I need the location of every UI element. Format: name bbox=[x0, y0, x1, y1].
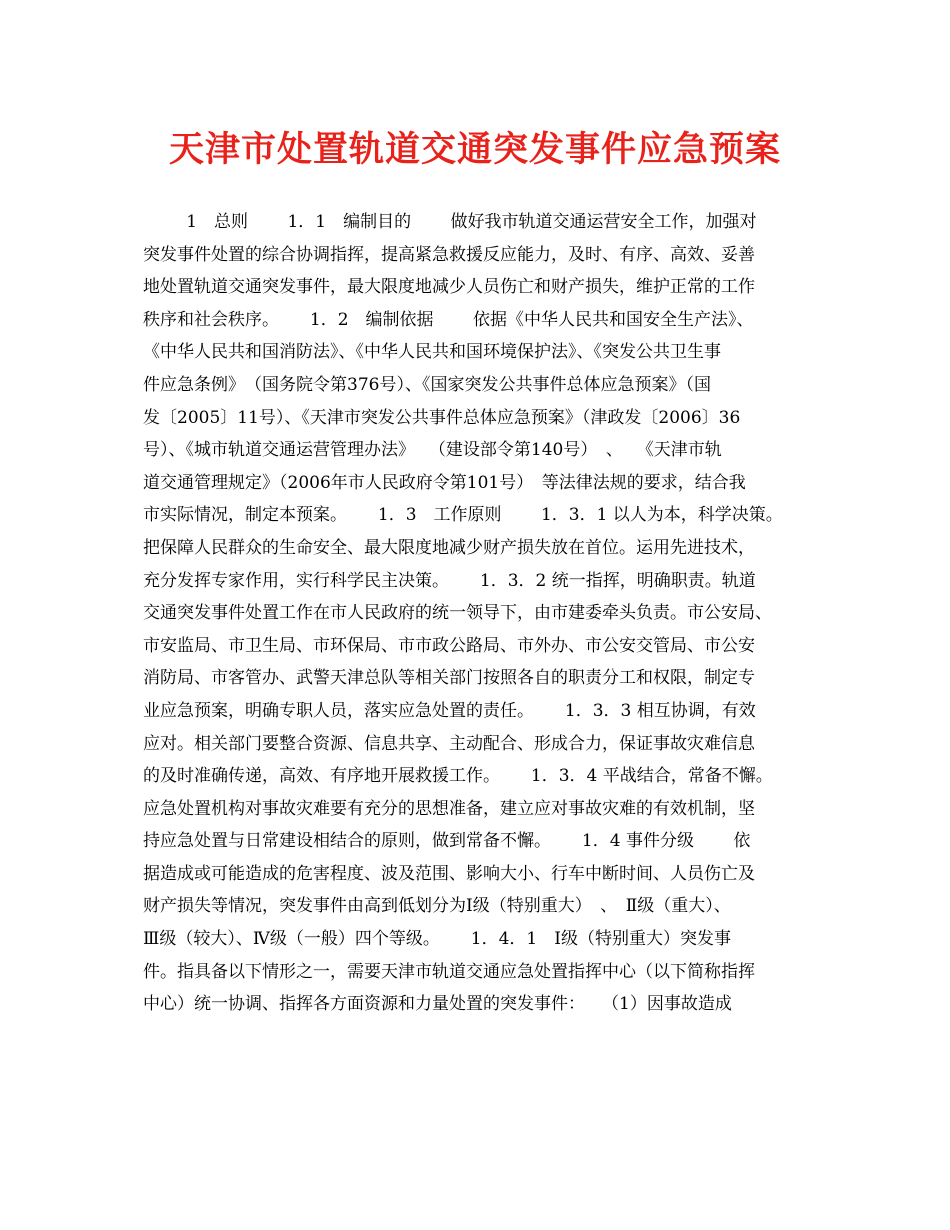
document-body bbox=[143, 206, 823, 1021]
body-line: 的及时准确传递，高效、有序地开展救援工作。 1．3．4 平战结合，常备不懈。 bbox=[143, 766, 773, 787]
body-line: 市安监局、市卫生局、市环保局、市市政公路局、市外办、市公安交管局、市公安 bbox=[143, 635, 755, 656]
body-line: 应急处置机构对事故灾难要有充分的思想准备，建立应对事故灾难的有效机制，坚 bbox=[143, 798, 755, 819]
body-line: 1 总则 1．1 编制目的 做好我市轨道交通运营安全工作，加强对 bbox=[143, 212, 757, 232]
body-line: 号）、《城市轨道交通运营管理办法》 （建设部令第140号） 、 《天津市轨 bbox=[143, 440, 722, 461]
body-line: 道交通管理规定》（2006年市人民政府令第101号） 等法律法规的要求，结合我 bbox=[143, 472, 746, 493]
body-line: 地处置轨道交通突发事件，最大限度地减少人员伤亡和财产损失，维护正常的工作 bbox=[143, 277, 755, 298]
body-line: Ⅲ级（较大）、Ⅳ级（一般）四个等级。 1．4．1 Ⅰ级（特别重大）突发事 bbox=[143, 929, 731, 950]
document-title: 天津市处置轨道交通突发事件应急预案 bbox=[168, 129, 781, 170]
body-line: 财产损失等情况，突发事件由高到低划分为Ⅰ级（特别重大） 、 Ⅱ级（重大）、 bbox=[143, 896, 731, 917]
body-line: 件。指具备以下情形之一，需要天津市轨道交通应急处置指挥中心（以下简称指挥 bbox=[143, 961, 755, 982]
body-line: 《中华人民共和国消防法》、《中华人民共和国环境保护法》、《突发公共卫生事 bbox=[143, 342, 721, 363]
body-line: 中心）统一协调、指挥各方面资源和力量处置的突发事件： （1）因事故造成 bbox=[143, 994, 732, 1015]
body-line: 消防局、市客管办、武警天津总队等相关部门按照各自的职责分工和权限，制定专 bbox=[143, 668, 755, 689]
body-line: 据造成或可能造成的危害程度、波及范围、影响大小、行车中断时间、人员伤亡及 bbox=[143, 863, 755, 884]
body-line: 把保障人民群众的生命安全、最大限度地减少财产损失放在首位。运用先进技术， bbox=[143, 537, 755, 558]
body-line: 业应急预案，明确专职人员，落实应急处置的责任。 1．3．3 相互协调，有效 bbox=[143, 700, 756, 721]
body-line: 市实际情况，制定本预案。 1．3 工作原则 1．3．1 以人为本，科学决策。 bbox=[143, 505, 783, 526]
body-line: 交通突发事件处置工作在市人民政府的统一领导下，由市建委牵头负责。市公安局、 bbox=[143, 603, 772, 624]
body-line: 应对。相关部门要整合资源、信息共享、主动配合、形成合力，保证事故灾难信息 bbox=[143, 733, 755, 754]
body-line: 突发事件处置的综合协调指挥，提高紧急救援反应能力，及时、有序、高效、妥善 bbox=[143, 244, 755, 265]
body-line: 件应急条例》 （国务院令第376号）、《国家突发公共事件总体应急预案》（国 bbox=[143, 374, 711, 395]
body-line: 充分发挥专家作用，实行科学民主决策。 1．3．2 统一指挥，明确职责。轨道 bbox=[143, 570, 756, 591]
body-line: 秩序和社会秩序。 1．2 编制依据 依据《中华人民共和国安全生产法》、 bbox=[143, 309, 754, 330]
body-line: 发〔2005〕11号）、《天津市突发公共事件总体应急预案》（津政发〔2006〕36 bbox=[143, 407, 741, 428]
body-line: 持应急处置与日常建设相结合的原则，做到常备不懈。 1．4 事件分级 依 bbox=[143, 831, 751, 852]
